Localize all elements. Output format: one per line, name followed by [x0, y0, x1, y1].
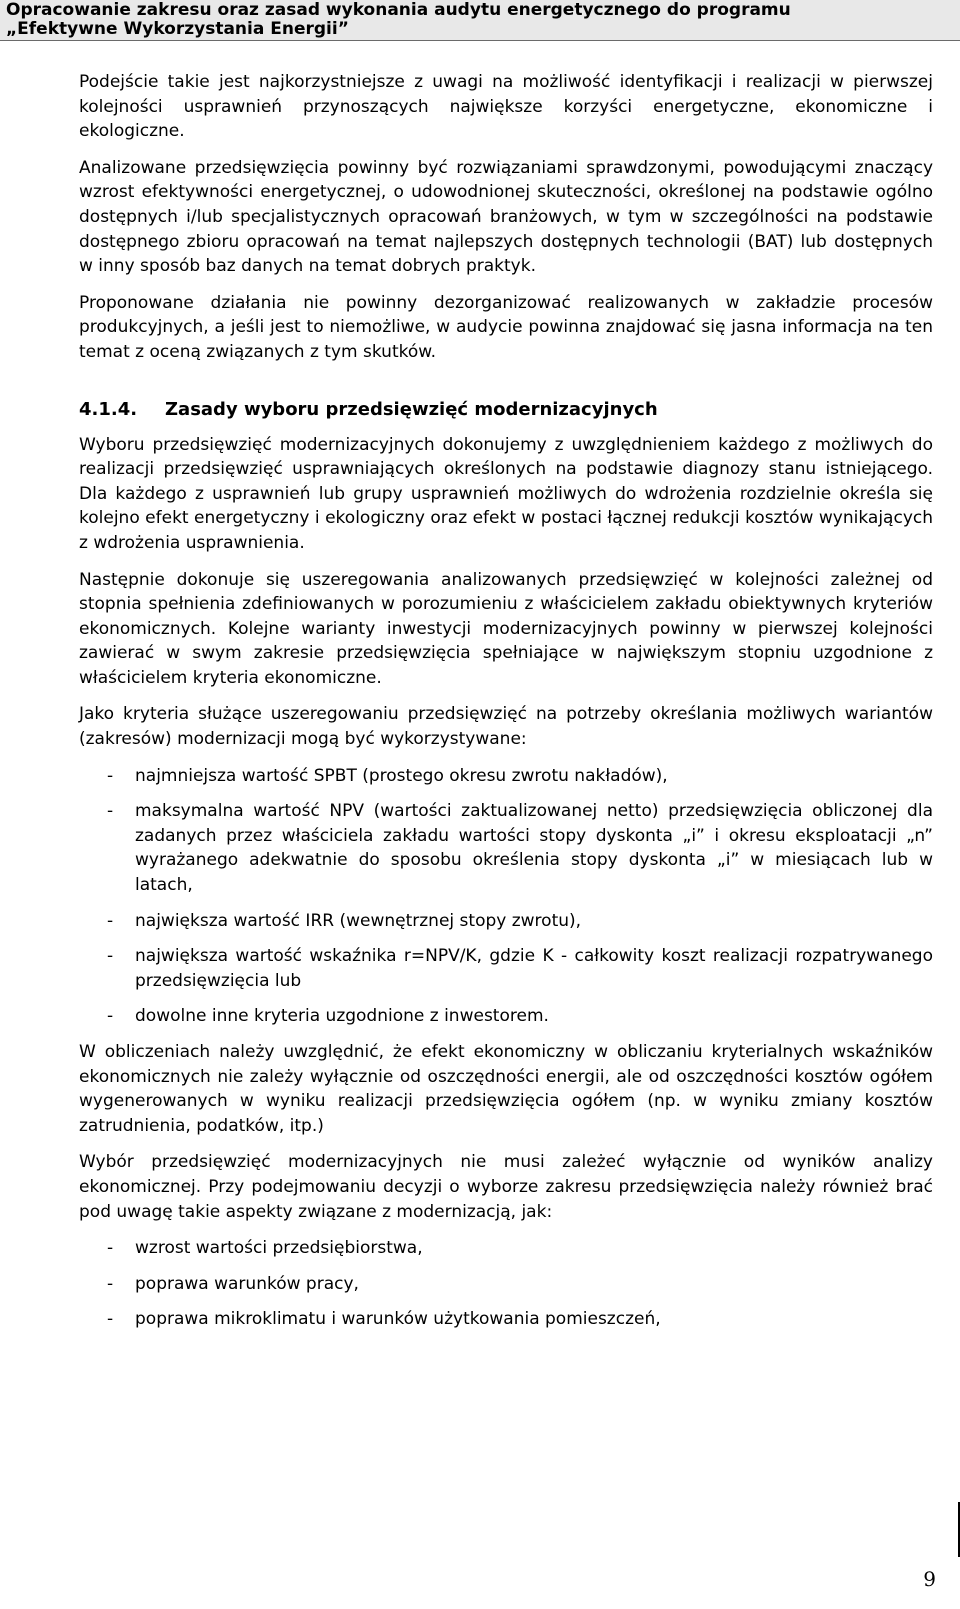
- document-header: [0, 0, 960, 41]
- dash-bullet: -: [107, 946, 114, 967]
- paragraph-1: Podejście takie jest najkorzystniejsze z uwagi na możliwość identyfikacji i realizacji w pierwszej kolejności usprawnień przynoszących największe korzyści energetyczne, ekonomiczne i ekologiczne.: [79, 72, 933, 142]
- dash-bullet: -: [107, 910, 114, 931]
- section-heading: [79, 397, 933, 423]
- list-item: [79, 1004, 933, 1029]
- list-item-text: najmniejsza wartość SPBT (prostego okresu zwrotu nakładów),: [135, 765, 668, 786]
- paragraph-4: Wyboru przedsięwzięć modernizacyjnych dokonujemy z uwzględnieniem każdego z możliwych do realizacji przedsięwzięć usprawniających określonych na podstawie diagnozy stanu istniejącego. Dla każdego z usprawnień lub grupy usprawnień możliwych do wdrożenia rozdzielnie określa się kolejno efekt energetyczny i ekologiczny oraz efekt w postaci łącznej redukcji kosztów wynikających z wdrożenia usprawnienia.: [79, 434, 933, 553]
- paragraph-6: Jako kryteria służące uszeregowaniu przedsięwzięć na potrzeby określania możliwych wariantów (zakresów) modernizacji mogą być wykorzystywane:: [79, 704, 933, 750]
- paragraph-7: W obliczeniach należy uwzględnić, że efekt ekonomiczny w obliczaniu kryterialnych wskaźników ekonomicznych nie zależy wyłącznie od oszczędności energii, ale od oszczędności kosztów ogółem wygenerowanych w wyniku realizacji przedsięwzięcia ogółem (np. w wyniku zmiany kosztów zatrudnienia, podatków, itp.): [79, 1042, 933, 1136]
- list-item: [79, 764, 933, 789]
- dash-bullet: -: [107, 1006, 114, 1027]
- list-item-text: wzrost wartości przedsiębiorstwa,: [135, 1238, 423, 1259]
- list-item: [79, 909, 933, 934]
- section-number: 4.1.4.: [79, 398, 138, 420]
- list-item-text: największa wartość IRR (wewnętrznej stopy zwrotu),: [135, 910, 582, 931]
- section-title: Zasady wyboru przedsięwzięć modernizacyjnych: [165, 398, 658, 420]
- dash-bullet: -: [107, 1273, 114, 1294]
- list-item: [79, 1236, 933, 1261]
- list-item: [79, 1307, 933, 1332]
- dash-bullet: -: [107, 1309, 114, 1330]
- list-item: [79, 799, 933, 897]
- list-item-text: największa wartość wskaźnika r=NPV/K, gdzie K - całkowity koszt realizacji rozpatrywanego przedsięwzięcia lub: [135, 946, 933, 991]
- header-title-line-1: Opracowanie zakresu oraz zasad wykonania audytu energetycznego do programu: [6, 0, 791, 20]
- paragraph-2: Analizowane przedsięwzięcia powinny być rozwiązaniami sprawdzonymi, powodującymi znaczący wzrost efektywności energetycznej, o udowodnionej skuteczności, określonej na podstawie ogólno dostępnych i/lub specjalistycznych opracowań branżowych, w tym w szczególności na podstawie dostępnego zbioru opracowań na temat najlepszych dostępnych technologii (BAT) lub dostępnych w inny sposób baz danych na temat dobrych praktyk.: [79, 157, 933, 277]
- document-body: [79, 70, 933, 1343]
- list-item-text: maksymalna wartość NPV (wartości zaktualizowanej netto) przedsięwzięcia obliczonej dla zadanych przez właściciela zakładu wartości stopy dyskonta „i” i okresu eksploatacji „n” wyrażanego adekwatnie do sposobu określenia stopy dyskonta „i” w miesiącach lub w latach,: [135, 801, 933, 896]
- aspects-list: [79, 1236, 933, 1332]
- dash-bullet: -: [107, 1238, 114, 1259]
- list-item-text: poprawa mikroklimatu i warunków użytkowania pomieszczeń,: [135, 1309, 661, 1330]
- paragraph-5: Następnie dokonuje się uszeregowania analizowanych przedsięwzięć w kolejności zależnej od stopnia spełnienia zdefiniowanych w porozumieniu z właścicielem zakładu obiektywnych kryteriów ekonomicznych. Kolejne warianty inwestycji modernizacyjnych powinny w pierwszej kolejności zawierać w swym zakresie przedsięwzięcia spełniające w największym stopniu uzgodnione z właścicielem kryteria ekonomiczne.: [79, 569, 933, 688]
- dash-bullet: -: [107, 765, 114, 786]
- criteria-list: [79, 764, 933, 1029]
- dash-bullet: -: [107, 801, 114, 822]
- list-item-text: poprawa warunków pracy,: [135, 1273, 359, 1294]
- list-item-text: dowolne inne kryteria uzgodnione z inwestorem.: [135, 1006, 549, 1027]
- list-item: [79, 944, 933, 993]
- header-title-line-2: „Efektywne Wykorzystania Energii”: [6, 19, 349, 39]
- paragraph-3: Proponowane działania nie powinny dezorganizować realizowanych w zakładzie procesów produkcyjnych, a jeśli jest to niemożliwe, w audycie powinna znajdować się jasna informacja na ten temat z oceną związanych z tym skutków.: [79, 292, 933, 362]
- paragraph-8: Wybór przedsięwzięć modernizacyjnych nie musi zależeć wyłącznie od wyników analizy ekonomicznej. Przy podejmowaniu decyzji o wyborze zakresu przedsięwzięcia należy również brać pod uwagę takie aspekty związane z modernizacją, jak:: [79, 1152, 933, 1222]
- page-number: 9: [923, 1567, 936, 1591]
- list-item: [79, 1272, 933, 1297]
